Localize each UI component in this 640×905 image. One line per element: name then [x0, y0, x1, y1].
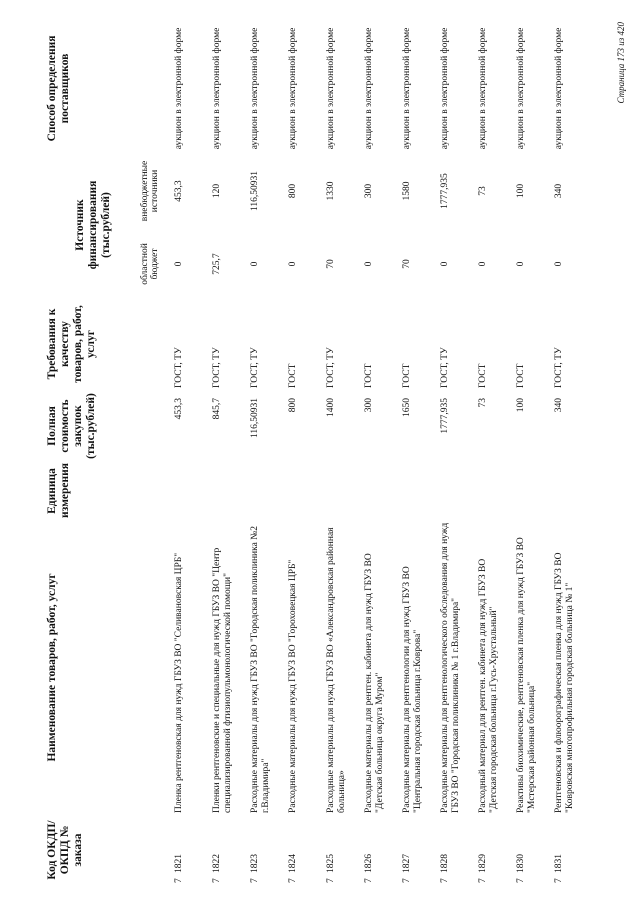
okdp-code: 7 [288, 878, 298, 883]
item-regional-budget: 0 [364, 261, 374, 267]
item-regional-budget: 70 [326, 259, 336, 269]
okdp-code: 7 [250, 878, 260, 883]
item-method: аукцион в электронной форме [440, 27, 450, 150]
item-regional-budget: 0 [288, 261, 298, 267]
item-unit [212, 462, 250, 520]
item-extrabudgetary: 1580 [402, 181, 412, 201]
item-method: аукцион в электронной форме [212, 27, 222, 150]
row-code [554, 815, 592, 885]
item-cost: 845,7 [212, 398, 222, 420]
item-regional-budget: 0 [516, 261, 526, 267]
order-number: 1827 [402, 854, 412, 873]
item-requirements: ГОСТ [478, 363, 488, 388]
item-regional-budget: 725,7 [212, 253, 222, 275]
item-regional-budget: 0 [250, 261, 260, 267]
item-requirements: ГОСТ, ТУ [212, 347, 222, 388]
row-code [288, 815, 326, 885]
header-requirements: Требования к качеству товаров, работ, услуг [46, 305, 97, 383]
item-method: аукцион в электронной форме [288, 27, 298, 150]
order-number: 1821 [174, 854, 184, 873]
item-requirements: ГОСТ, ТУ [250, 347, 260, 388]
item-unit [554, 462, 592, 520]
order-number: 1824 [288, 854, 298, 873]
row-code [440, 815, 478, 885]
row-code [364, 815, 402, 885]
item-extrabudgetary: 340 [554, 183, 564, 199]
row-code [250, 815, 288, 885]
item-method: аукцион в электронной форме [250, 27, 260, 150]
item-unit [288, 462, 326, 520]
item-method: аукцион в электронной форме [516, 27, 526, 150]
item-name: Расходные материалы для рентгенологии для нужд ГБУЗ ВО "Центральная городская больница г.Коврова" [402, 566, 423, 813]
item-method: аукцион в электронной форме [554, 27, 564, 150]
table-body [174, 25, 592, 885]
okdp-code: 7 [402, 878, 412, 883]
item-regional-budget: 0 [554, 261, 564, 267]
item-unit [364, 462, 402, 520]
item-name: Расходные материалы для нужд ГБУЗ ВО «Александровская районная больница» [326, 527, 347, 813]
item-cost: 100 [516, 398, 526, 413]
item-cost: 453,3 [174, 398, 184, 420]
header-code: Код ОКДП/ ОКПД № заказа [46, 820, 84, 880]
item-unit [250, 462, 288, 520]
item-unit [174, 462, 212, 520]
item-cost: 116,50931 [250, 398, 260, 439]
order-number: 1823 [250, 854, 260, 873]
table-row [174, 25, 212, 885]
order-number: 1825 [326, 854, 336, 873]
item-method: аукцион в электронной форме [326, 27, 336, 150]
item-unit [516, 462, 554, 520]
order-number: 1831 [554, 854, 564, 873]
item-requirements: ГОСТ, ТУ [554, 347, 564, 388]
table-row [440, 25, 478, 885]
okdp-code: 7 [364, 878, 374, 883]
item-name: Пленки рентгеновские и специальные для нужд ГБУЗ ВО "Центр специализированной фтизиопульмонологической помощи" [212, 547, 233, 813]
table-row [250, 25, 288, 885]
okdp-code: 7 [478, 878, 488, 883]
header-regional-budget: областной бюджет [140, 243, 160, 285]
item-unit [402, 462, 440, 520]
item-cost: 1650 [402, 398, 412, 417]
item-cost: 1777,935 [440, 398, 450, 434]
item-regional-budget: 0 [478, 261, 488, 267]
item-method: аукцион в электронной форме [478, 27, 488, 150]
okdp-code: 7 [326, 878, 336, 883]
order-number: 1826 [364, 854, 374, 873]
header-name: Наименование товаров, работ, услуг [46, 573, 58, 762]
row-code [478, 815, 516, 885]
item-cost: 300 [364, 398, 374, 413]
item-method: аукцион в электронной форме [364, 27, 374, 150]
table-row [402, 25, 440, 885]
order-number: 1822 [212, 854, 222, 873]
table-row [478, 25, 516, 885]
item-extrabudgetary: 453,3 [174, 180, 184, 202]
row-code [402, 815, 440, 885]
okdp-code: 7 [174, 878, 184, 883]
item-regional-budget: 0 [174, 261, 184, 267]
item-extrabudgetary: 73 [478, 186, 488, 196]
item-name: Расходные материалы для рентгенологического обследования для нужд ГБУЗ ВО "Городская поликлиника № 1 г.Владимира" [440, 522, 461, 813]
item-extrabudgetary: 116,50931 [250, 170, 260, 212]
item-unit [440, 462, 478, 520]
item-cost: 800 [288, 398, 298, 413]
okdp-code: 7 [440, 878, 450, 883]
item-extrabudgetary: 100 [516, 183, 526, 199]
header-financing: Источник финансирования (тыс.рублей) [74, 180, 112, 270]
table-row [554, 25, 592, 885]
item-requirements: ГОСТ, ТУ [440, 347, 450, 388]
row-code [326, 815, 364, 885]
item-name: Расходные материалы для рентген. кабинета для нужд ГБУЗ ВО "Детская больница округа Муром" [364, 553, 385, 813]
order-number: 1830 [516, 854, 526, 873]
okdp-code: 7 [516, 878, 526, 883]
item-name: Рентгеновская и флюорографическая пленка для нужд ГБУЗ ВО "Ковровская многопрофильная городская больница № 1" [554, 552, 575, 813]
item-name: Реактивы биохимические, рентгеновская пленка для нужд ГБУЗ ВО "Мстерская районная больница" [516, 537, 537, 813]
header-method: Способ определения поставщиков [46, 35, 71, 142]
item-regional-budget: 70 [402, 259, 412, 269]
item-unit [326, 462, 364, 520]
item-extrabudgetary: 120 [212, 183, 222, 199]
okdp-code: 7 [554, 878, 564, 883]
item-unit [478, 462, 516, 520]
item-requirements: ГОСТ, ТУ [174, 347, 184, 388]
page-number: Страница 173 из 420 [616, 22, 626, 104]
table-row [288, 25, 326, 885]
order-number: 1828 [440, 854, 450, 873]
header-extrabudgetary: внебюджетные источники [140, 160, 160, 222]
item-requirements: ГОСТ [364, 363, 374, 388]
item-requirements: ГОСТ [402, 363, 412, 388]
table-row [364, 25, 402, 885]
item-extrabudgetary: 800 [288, 183, 298, 199]
row-code [174, 815, 212, 885]
item-cost: 73 [478, 398, 488, 408]
header-row [40, 25, 140, 885]
item-name: Пленка рентгеновская для нужд ГБУЗ ВО "Селивановская ЦРБ" [174, 552, 184, 813]
item-method: аукцион в электронной форме [402, 27, 412, 150]
item-cost: 1400 [326, 398, 336, 417]
item-requirements: ГОСТ, ТУ [326, 347, 336, 388]
item-name: Расходные материалы для нужд ГБУЗ ВО "Городская поликлиника №2 г.Владимира" [250, 526, 271, 813]
item-extrabudgetary: 1330 [326, 181, 336, 201]
item-requirements: ГОСТ [288, 363, 298, 388]
header-unit: Единица измерения [46, 463, 71, 518]
item-name: Расходный материал для рентген. кабинета для нужд ГБУЗ ВО "Детская городская больница г.Гусь-Хрустальный" [478, 558, 499, 813]
item-requirements: ГОСТ [516, 363, 526, 388]
procurement-table [40, 25, 592, 885]
table-row [326, 25, 364, 885]
item-extrabudgetary: 300 [364, 183, 374, 199]
row-code [212, 815, 250, 885]
item-name: Расходные материалы для нужд ГБУЗ ВО "Гороховецкая ЦРБ" [288, 559, 298, 813]
item-extrabudgetary: 1777,935 [440, 173, 450, 209]
table-row [516, 25, 554, 885]
item-regional-budget: 0 [440, 261, 450, 267]
row-code [516, 815, 554, 885]
okdp-code: 7 [212, 878, 222, 883]
header-cost: Полная стоимость закупок (тыс.рублей) [46, 393, 97, 459]
order-number: 1829 [478, 854, 488, 873]
table-row [212, 25, 250, 885]
item-method: аукцион в электронной форме [174, 27, 184, 150]
item-cost: 340 [554, 398, 564, 413]
